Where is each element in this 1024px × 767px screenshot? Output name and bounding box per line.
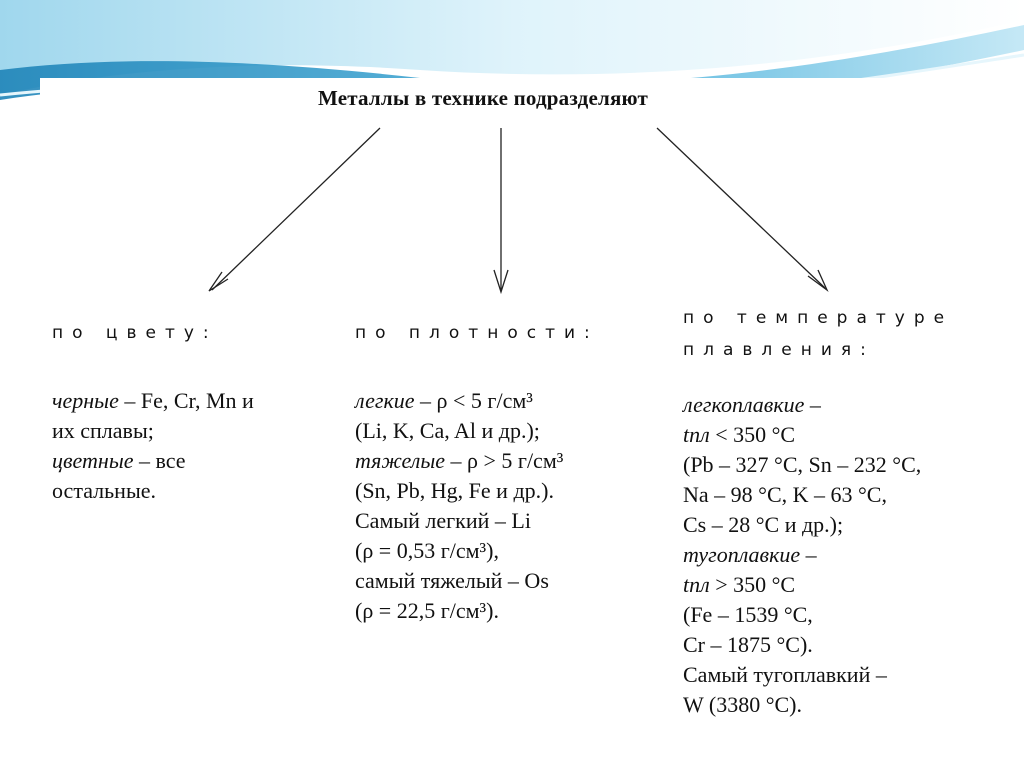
column-line: остальные. xyxy=(52,478,156,503)
column-line: Cs – 28 °C и др.); xyxy=(683,512,844,537)
column-line: их сплавы; xyxy=(52,418,154,443)
column-heading: по плотности: xyxy=(355,323,599,343)
arrow-left xyxy=(212,128,380,290)
column-line: самый тяжелый – Os xyxy=(355,568,549,593)
column-line: (ρ = 22,5 г/см³). xyxy=(355,598,499,623)
diagram-title: Металлы в технике подразделяют xyxy=(318,86,649,110)
column-line: Na – 98 °C, K – 63 °C, xyxy=(683,482,887,507)
column-line: легкие – ρ < 5 г/см³ xyxy=(355,388,533,413)
column-line: тугоплавкие – xyxy=(683,542,817,567)
column-heading: по температуре xyxy=(683,308,954,328)
column-line: (Sn, Pb, Hg, Fe и др.). xyxy=(355,478,554,503)
arrow-right xyxy=(657,128,825,288)
arrowhead-left-icon xyxy=(209,272,228,291)
column-line: tпл < 350 °C xyxy=(683,422,796,447)
column-line: W (3380 °C). xyxy=(683,692,802,717)
column-line: (Li, K, Ca, Al и др.); xyxy=(355,418,540,443)
column-line: черные – Fe, Cr, Mn и xyxy=(52,388,254,413)
column-line: (ρ = 0,53 г/см³), xyxy=(355,538,499,563)
column-line: (Pb – 327 °C, Sn – 232 °C, xyxy=(683,452,922,477)
column-heading: по цвету: xyxy=(52,323,218,343)
column-line: Самый легкий – Li xyxy=(355,508,531,533)
column-line: tпл > 350 °C xyxy=(683,572,796,597)
column-heading: плавления: xyxy=(683,340,875,360)
column-line: (Fe – 1539 °C, xyxy=(683,602,813,627)
column-line: цветные – все xyxy=(52,448,186,473)
column-line: Cr – 1875 °C). xyxy=(683,632,813,657)
column-line: тяжелые – ρ > 5 г/см³ xyxy=(355,448,564,473)
column-melting-point xyxy=(683,302,953,720)
column-line: легкоплавкие – xyxy=(683,392,821,417)
column-color xyxy=(52,318,254,506)
column-density xyxy=(355,318,599,626)
column-line: Самый тугоплавкий – xyxy=(683,662,887,687)
